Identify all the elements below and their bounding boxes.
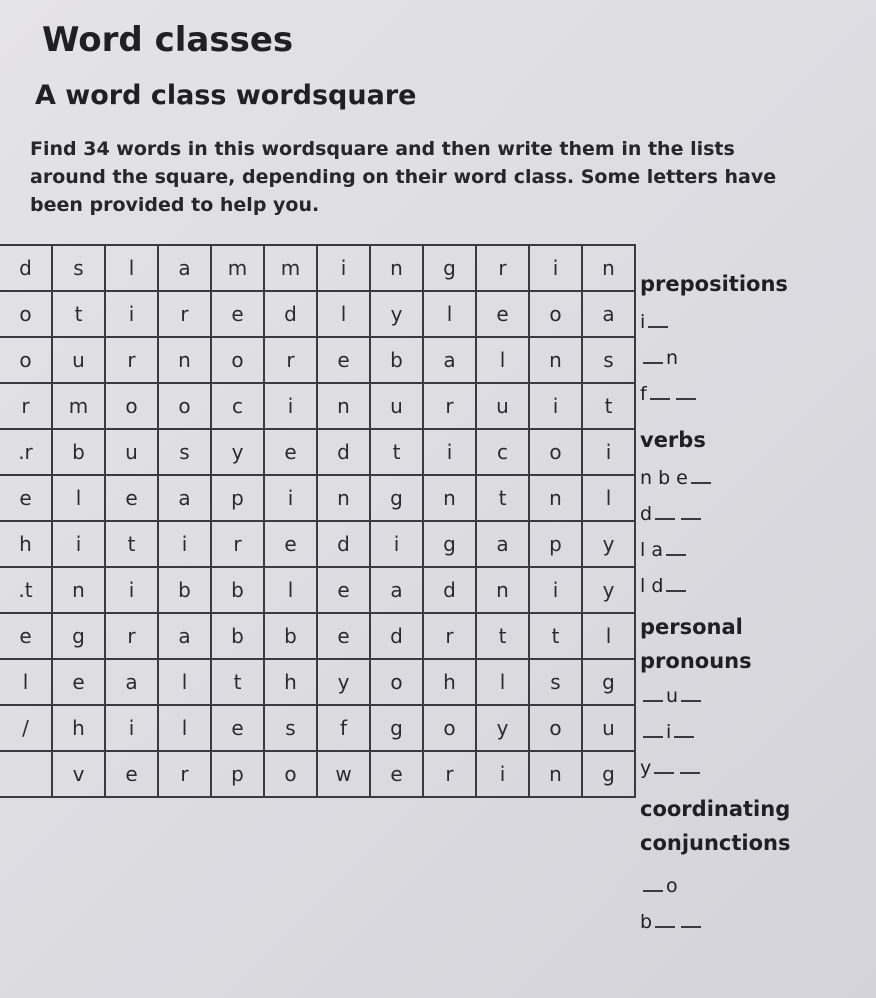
wordsquare-grid <box>0 244 636 798</box>
grid-cell: y <box>317 659 370 705</box>
grid-cell: o <box>529 429 582 475</box>
blank-line <box>643 720 663 738</box>
grid-cell <box>0 751 52 797</box>
conjunction-slot <box>640 868 870 904</box>
grid-cell: o <box>158 383 211 429</box>
grid-cell: r <box>105 337 158 383</box>
grid-cell: o <box>423 705 476 751</box>
grid-row <box>0 705 635 751</box>
grid-cell: r <box>0 383 52 429</box>
grid-cell: e <box>317 567 370 613</box>
grid-cell: d <box>317 521 370 567</box>
grid-cell: r <box>158 291 211 337</box>
verbs-heading: verbs <box>640 428 706 452</box>
grid-cell: s <box>158 429 211 475</box>
grid-cell: r <box>158 751 211 797</box>
grid-cell: v <box>52 751 105 797</box>
grid-cell: e <box>0 613 52 659</box>
word-lists <box>640 264 870 940</box>
grid-cell: b <box>264 613 317 659</box>
grid-cell: o <box>529 291 582 337</box>
grid-cell: u <box>370 383 423 429</box>
grid-cell: g <box>52 613 105 659</box>
hint-letter: i <box>666 721 672 743</box>
grid-cell: t <box>476 613 529 659</box>
blank-line <box>666 574 686 592</box>
blank-line <box>674 720 694 738</box>
grid-cell: n <box>582 245 635 291</box>
grid-cell: i <box>529 245 582 291</box>
grid-cell: t <box>529 613 582 659</box>
grid-cell: t <box>52 291 105 337</box>
grid-cell: e <box>105 751 158 797</box>
page-title: Word classes <box>42 20 294 60</box>
pronoun-slot <box>640 714 870 750</box>
grid-cell: w <box>317 751 370 797</box>
instructions-text: Find 34 words in this wordsquare and then write them in the lists around the square, depending on their word class. Some letters have been provided to help you. <box>30 138 777 216</box>
grid-cell: s <box>529 659 582 705</box>
grid-cell: m <box>211 245 264 291</box>
grid-cell: i <box>317 245 370 291</box>
grid-cell: o <box>105 383 158 429</box>
conjunction-slot <box>640 904 870 940</box>
grid-cell: y <box>582 521 635 567</box>
hint-letter: y <box>640 757 652 779</box>
grid-cell: u <box>582 705 635 751</box>
hint-letter: i <box>640 311 646 333</box>
grid-cell: l <box>264 567 317 613</box>
grid-cell: h <box>52 705 105 751</box>
pronouns-heading-line1: personal <box>640 615 743 639</box>
grid-cell: p <box>529 521 582 567</box>
grid-cell: n <box>529 475 582 521</box>
grid-cell: h <box>0 521 52 567</box>
grid-cell: e <box>0 475 52 521</box>
blank-line <box>643 874 663 892</box>
grid-cell: e <box>211 705 264 751</box>
grid-cell: m <box>264 245 317 291</box>
grid-cell: p <box>211 475 264 521</box>
grid-cell: y <box>476 705 529 751</box>
grid-cell: l <box>476 337 529 383</box>
grid-cell: y <box>582 567 635 613</box>
grid-cell: l <box>105 245 158 291</box>
verb-slot <box>640 496 870 532</box>
grid-cell: s <box>582 337 635 383</box>
grid-cell: l <box>52 475 105 521</box>
grid-cell: n <box>52 567 105 613</box>
blank-line <box>691 466 711 484</box>
blank-line <box>643 346 663 364</box>
grid-row <box>0 751 635 797</box>
grid-cell: i <box>52 521 105 567</box>
grid-cell: t <box>370 429 423 475</box>
blank-line <box>681 910 701 928</box>
hint-letters: l d <box>640 575 664 597</box>
grid-cell: o <box>0 291 52 337</box>
grid-cell: e <box>105 475 158 521</box>
grid-cell: o <box>370 659 423 705</box>
grid-cell: t <box>582 383 635 429</box>
grid-cell: u <box>52 337 105 383</box>
grid-cell: l <box>582 475 635 521</box>
grid-cell: i <box>105 291 158 337</box>
blank-line <box>655 502 675 520</box>
grid-cell: n <box>529 337 582 383</box>
grid-row <box>0 337 635 383</box>
grid-cell: a <box>582 291 635 337</box>
grid-cell: y <box>211 429 264 475</box>
grid-cell: i <box>105 705 158 751</box>
grid-row <box>0 567 635 613</box>
grid-cell: u <box>476 383 529 429</box>
grid-row <box>0 521 635 567</box>
grid-cell: a <box>370 567 423 613</box>
pronoun-slot <box>640 678 870 714</box>
grid-cell: n <box>423 475 476 521</box>
grid-cell: s <box>52 245 105 291</box>
grid-cell: n <box>529 751 582 797</box>
grid-cell: o <box>0 337 52 383</box>
verb-slot <box>640 460 870 496</box>
grid-cell: a <box>158 245 211 291</box>
grid-cell: b <box>370 337 423 383</box>
blank-line <box>648 310 668 328</box>
grid-cell: t <box>105 521 158 567</box>
grid-cell: i <box>158 521 211 567</box>
blank-line <box>666 538 686 556</box>
grid-row <box>0 291 635 337</box>
grid-cell: o <box>211 337 264 383</box>
grid-cell: t <box>211 659 264 705</box>
grid-cell: n <box>317 475 370 521</box>
grid-cell: i <box>529 567 582 613</box>
grid-cell: y <box>370 291 423 337</box>
grid-cell: e <box>317 337 370 383</box>
grid-cell: .r <box>0 429 52 475</box>
grid-cell: n <box>317 383 370 429</box>
grid-cell: b <box>211 567 264 613</box>
grid-cell: b <box>52 429 105 475</box>
grid-cell: / <box>0 705 52 751</box>
grid-cell: a <box>105 659 158 705</box>
grid-cell: t <box>476 475 529 521</box>
grid-cell: d <box>317 429 370 475</box>
grid-cell: l <box>158 659 211 705</box>
grid-cell: g <box>370 705 423 751</box>
grid-cell: b <box>158 567 211 613</box>
grid-cell: e <box>264 429 317 475</box>
grid-cell: i <box>423 429 476 475</box>
grid-cell: i <box>529 383 582 429</box>
conjunctions-heading-line2: conjunctions <box>640 831 791 855</box>
grid-cell: n <box>370 245 423 291</box>
grid-row <box>0 659 635 705</box>
grid-cell: l <box>423 291 476 337</box>
grid-cell: m <box>52 383 105 429</box>
hint-letter: u <box>666 685 679 707</box>
hint-letter: n <box>666 347 679 369</box>
verb-slot <box>640 568 870 604</box>
grid-cell: r <box>423 613 476 659</box>
grid-cell: l <box>476 659 529 705</box>
grid-cell: c <box>476 429 529 475</box>
grid-cell: g <box>423 521 476 567</box>
preposition-slot <box>640 340 870 376</box>
grid-cell: i <box>264 383 317 429</box>
grid-cell: h <box>264 659 317 705</box>
grid-cell: h <box>423 659 476 705</box>
grid-cell: n <box>158 337 211 383</box>
hint-letter: o <box>666 875 678 897</box>
grid-cell: e <box>317 613 370 659</box>
grid-cell: d <box>264 291 317 337</box>
grid-cell: i <box>582 429 635 475</box>
blank-line <box>655 910 675 928</box>
grid-cell: r <box>105 613 158 659</box>
pronoun-slot <box>640 750 870 786</box>
grid-cell: o <box>529 705 582 751</box>
grid-row <box>0 245 635 291</box>
grid-cell: i <box>370 521 423 567</box>
grid-cell: i <box>105 567 158 613</box>
grid-cell: a <box>158 475 211 521</box>
grid-cell: e <box>476 291 529 337</box>
grid-row <box>0 613 635 659</box>
grid-row <box>0 383 635 429</box>
grid-cell: r <box>264 337 317 383</box>
grid-cell: r <box>423 383 476 429</box>
grid-cell: d <box>423 567 476 613</box>
grid-cell: r <box>423 751 476 797</box>
grid-cell: g <box>423 245 476 291</box>
grid-cell: s <box>264 705 317 751</box>
grid-cell: l <box>317 291 370 337</box>
grid-cell: e <box>211 291 264 337</box>
grid-cell: r <box>211 521 264 567</box>
section-subtitle: A word class wordsquare <box>35 80 417 111</box>
grid-cell: a <box>423 337 476 383</box>
grid-cell: i <box>476 751 529 797</box>
hint-letter: d <box>640 503 653 525</box>
grid-cell: u <box>105 429 158 475</box>
prepositions-heading: prepositions <box>640 272 788 296</box>
hint-letters: l a <box>640 539 663 561</box>
blank-line <box>643 684 663 702</box>
grid-cell: e <box>264 521 317 567</box>
grid-cell: f <box>317 705 370 751</box>
preposition-slot <box>640 376 870 412</box>
grid-cell: l <box>582 613 635 659</box>
grid-cell: l <box>158 705 211 751</box>
blank-line <box>654 756 674 774</box>
grid-row <box>0 429 635 475</box>
grid-cell: g <box>582 751 635 797</box>
grid-cell: o <box>264 751 317 797</box>
hint-letters: n b e <box>640 467 688 489</box>
hint-letter: f <box>640 383 647 405</box>
grid-cell: l <box>0 659 52 705</box>
grid-cell: p <box>211 751 264 797</box>
preposition-slot <box>640 304 870 340</box>
grid-cell: e <box>52 659 105 705</box>
grid-cell: i <box>264 475 317 521</box>
grid-cell: n <box>476 567 529 613</box>
grid-row <box>0 475 635 521</box>
grid-cell: a <box>476 521 529 567</box>
hint-letter: b <box>640 911 653 933</box>
blank-line <box>681 502 701 520</box>
blank-line <box>681 684 701 702</box>
blank-line <box>650 382 670 400</box>
grid-cell: b <box>211 613 264 659</box>
pronouns-heading-line2: pronouns <box>640 649 752 673</box>
verb-slot <box>640 532 870 568</box>
grid-cell: e <box>370 751 423 797</box>
grid-cell: g <box>370 475 423 521</box>
grid-cell: .t <box>0 567 52 613</box>
blank-line <box>680 756 700 774</box>
grid-cell: d <box>370 613 423 659</box>
grid-cell: a <box>158 613 211 659</box>
grid-cell: c <box>211 383 264 429</box>
grid-cell: d <box>0 245 52 291</box>
grid-cell: r <box>476 245 529 291</box>
conjunctions-heading-line1: coordinating <box>640 797 791 821</box>
grid-cell: g <box>582 659 635 705</box>
blank-line <box>676 382 696 400</box>
